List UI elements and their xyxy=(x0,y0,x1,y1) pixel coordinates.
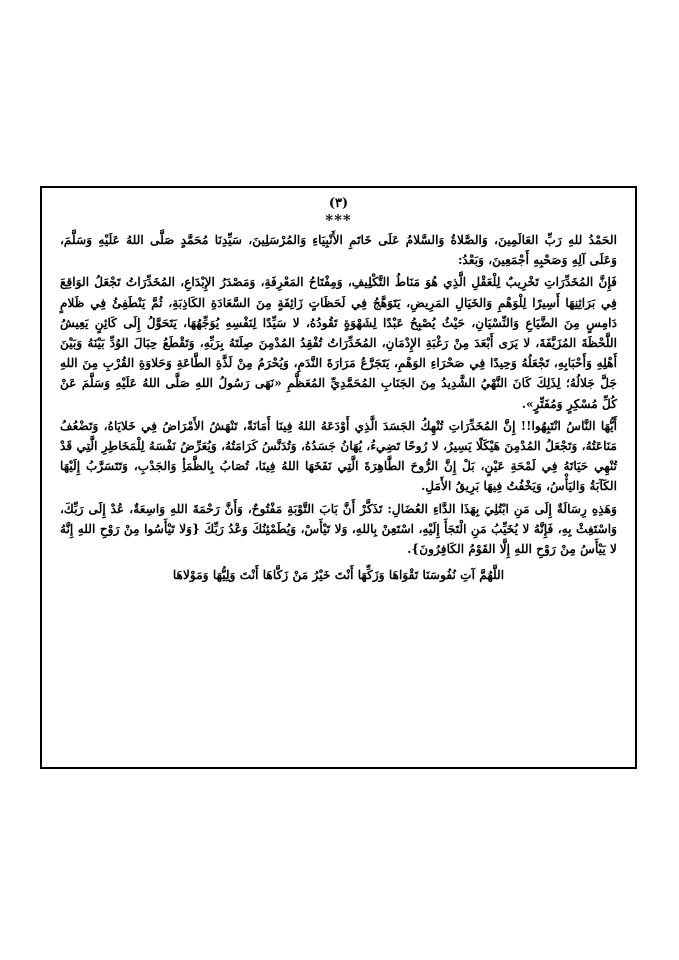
paragraph-message: وَهَذِهِ رِسَالَةٌ إِلَى مَنِ ابْتُلِيَ بِهَذَا الدَّاءِ العُضَالِ: تَذَكَّرْ أَنَّ بَابَ التَّوْبَةِ مَفْتُوحٌ، وَأَنَّ رَحْمَةَ اللهِ وَاسِعَةٌ، عُدْ إِلَى رَبِّكَ، وَاسْتَغِثْ بِهِ، فَإِنَّهُ لا يُخَيِّبُ مَنِ الْتَجَأَ إِلَيْهِ، اسْتَعِنْ بِاللهِ، وَلا تَيْأَسْ، وَيُطَمْئِنُكَ وَعْدُ رَبِّكَ {وَلا تَيْأَسُوا مِنْ رَوْحِ اللهِ إِنَّهُ لا يَيْأَسُ مِنْ رَوْحِ اللهِ إِلَّا القَوْمُ الكَافِرُونَ}. xyxy=(60,501,617,557)
paragraph-warning: أَيُّهَا النَّاسُ انْتَبِهُوا!! إِنَّ المُخَدِّرَاتِ تُنْهِكُ الجَسَدَ الَّذِي أَوْدَعَهُ اللهُ فِينَا أَمَانَةً، تَنْهَشُ الأَمْرَاضُ فِي خَلايَاهُ، وَتَضْعُفُ مَنَاعَتُهُ، وَتَجْعَلُ المُدْمِنَ هَيْكَلًا يَسِيرُ، لا رُوحًا تَضِيءُ، يُهَانُ جَسَدُهُ، وَتُدَنَّسُ كَرَامَتُهُ، وَيُعَرِّضُ نَفْسَهُ لِلْمَخَاطِرِ الَّتِي قَدْ تُنْهِي حَيَاتَهُ فِي لَمْحَةِ عَيْنٍ، بَلْ إِنَّ الرُّوحَ الطَّاهِرَةَ الَّتِي نَفَخَهَا اللهُ فِينَا، تُصَابُ بِالظَّمَأِ وَالجَدْبِ، وَتَتَسَرَّبُ إِلَيْهَا الكَآبَةُ وَاليَأْسُ، وَيَخْفُتُ فِيهَا بَرِيقُ الأَمَلِ. xyxy=(60,418,617,494)
page-frame xyxy=(40,186,637,769)
body-text xyxy=(60,230,617,585)
page-number: (٣) xyxy=(328,196,349,211)
paragraph-opening: الحَمْدُ للهِ رَبِّ العَالَمِينَ، وَالصَّلاةُ وَالسَّلامُ عَلَى خَاتَمِ الأَنْبِيَاءِ وَالمُرْسَلِينَ، سَيِّدِنَا مُحَمَّدٍ صَلَّى اللهُ عَلَيْهِ وَسَلَّمَ، وَعَلَى آلِهِ وَصَحْبِهِ أَجْمَعِينَ، وَبَعْدُ: xyxy=(60,233,617,268)
paragraph-drugs-mind: فَإِنَّ المُخَدِّرَاتِ تَخْرِيبٌ لِلْعَقْلِ الَّذِي هُوَ مَنَاطُ التَّكْلِيفِ، وَمِفْتَاحُ المَعْرِفَةِ، وَمَصْدَرُ الإِبْدَاعِ، المُخَدِّرَاتُ تَجْعَلُ الوَاقِعَ فِي بَرَاثِنِهَا أَسِيرًا لِلْوَهْمِ وَالخَيَالِ المَرِيضِ، يَتَوَهَّجُ فِي لَحَظَاتٍ زَائِفَةٍ مِنَ السَّعَادَةِ الكَاذِبَةِ، ثُمَّ يَنْطَفِئُ فِي ظَلامٍ دَامِسٍ مِنَ الضَّيَاعِ وَالنِّسْيَانِ، حَيْثُ يُصْبِحُ عَبْدًا لِشَهْوَةٍ تَقُودُهُ، لا سَيِّدًا لِنَفْسِهِ يُوَجِّهُهَا، يَتَحَوَّلُ إِلَى كَائِنٍ يَعِيشُ اللَّحْظَةَ المُزَيَّفَةَ، لا يَرَى أَبْعَدَ مِنْ رَغْبَةِ الإِدْمَانِ، المُخَدِّرَاتُ تُفْقِدُ المُدْمِنَ صِلَتَهُ بِرَبِّهِ، وَتَقْطَعُ حِبَالَ الوُدِّ بَيْنَهُ وَبَيْنَ أَهْلِهِ وَأَحْبَابِهِ، تَجْعَلُهُ وَحِيدًا فِي صَحْرَاءِ الوَهْمِ، يَتَجَرَّعُ مَرَارَةَ النَّدَمِ، وَيُحْرَمُ مِنْ لَذَّةِ الطَّاعَةِ وَحَلاوَةِ القُرْبِ مِنَ اللهِ جَلَّ جَلالُهُ؛ لِذَلِكَ كَانَ النَّهْيُ الشَّدِيدُ مِنَ الجَنَابِ المُحَمَّدِيِّ المُعَظَّمِ «نَهَى رَسُولُ اللهِ صَلَّى اللهُ عَلَيْهِ وَسَلَّمَ عَنْ كُلِّ مُسْكِرٍ وَمُفَتِّرٍ». xyxy=(60,275,617,411)
closing-prayer: اللَّهُمَّ آتِ نُفُوسَنَا تَقْوَاهَا وَزَكِّهَا أَنْتَ خَيْرُ مَنْ زَكَّاهَا أَنْتَ وَلِيُّهَا وَمَوْلاهَا xyxy=(172,568,505,583)
section-separator: *** xyxy=(325,211,352,229)
